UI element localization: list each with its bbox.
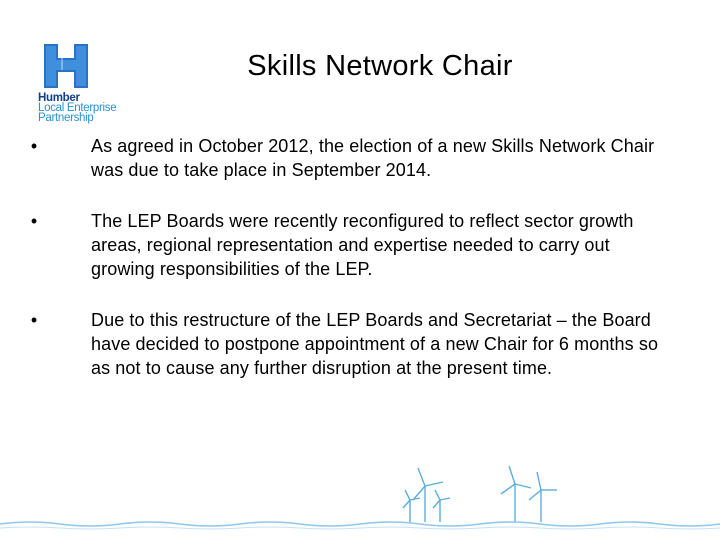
logo-wordmark [38,93,116,123]
logo-line-local-enterprise: Local Enterprise [38,102,117,114]
humber-lep-logo [38,40,148,124]
bullet-marker: • [30,136,38,156]
wave-line-icon [0,514,720,540]
bullet-text: The LEP Boards were recently reconfigured to reflect sector growth areas, regional representation and expertise needed to carry out growing responsibilities of the LEP. [91,211,634,279]
bullet-marker: • [30,310,38,330]
humber-h-logo-icon [40,40,92,92]
logo-line-humber: Humber [38,92,80,104]
logo-line-partnership: Partnership [38,112,94,124]
bullet-item [28,134,668,182]
bullet-text: As agreed in October 2012, the election of a new Skills Network Chair was due to take place in September 2014. [91,136,655,180]
bullet-text: Due to this restructure of the LEP Boards and Secretariat – the Board have decided to postpone appointment of a new Chair for 6 months so as not to cause any further disruption at the present time. [91,310,659,378]
bullet-item [28,209,668,281]
page-title: Skills Network Chair [247,50,513,82]
bullet-marker: • [30,211,38,231]
bullet-list [28,134,668,407]
bullet-item [28,308,668,380]
